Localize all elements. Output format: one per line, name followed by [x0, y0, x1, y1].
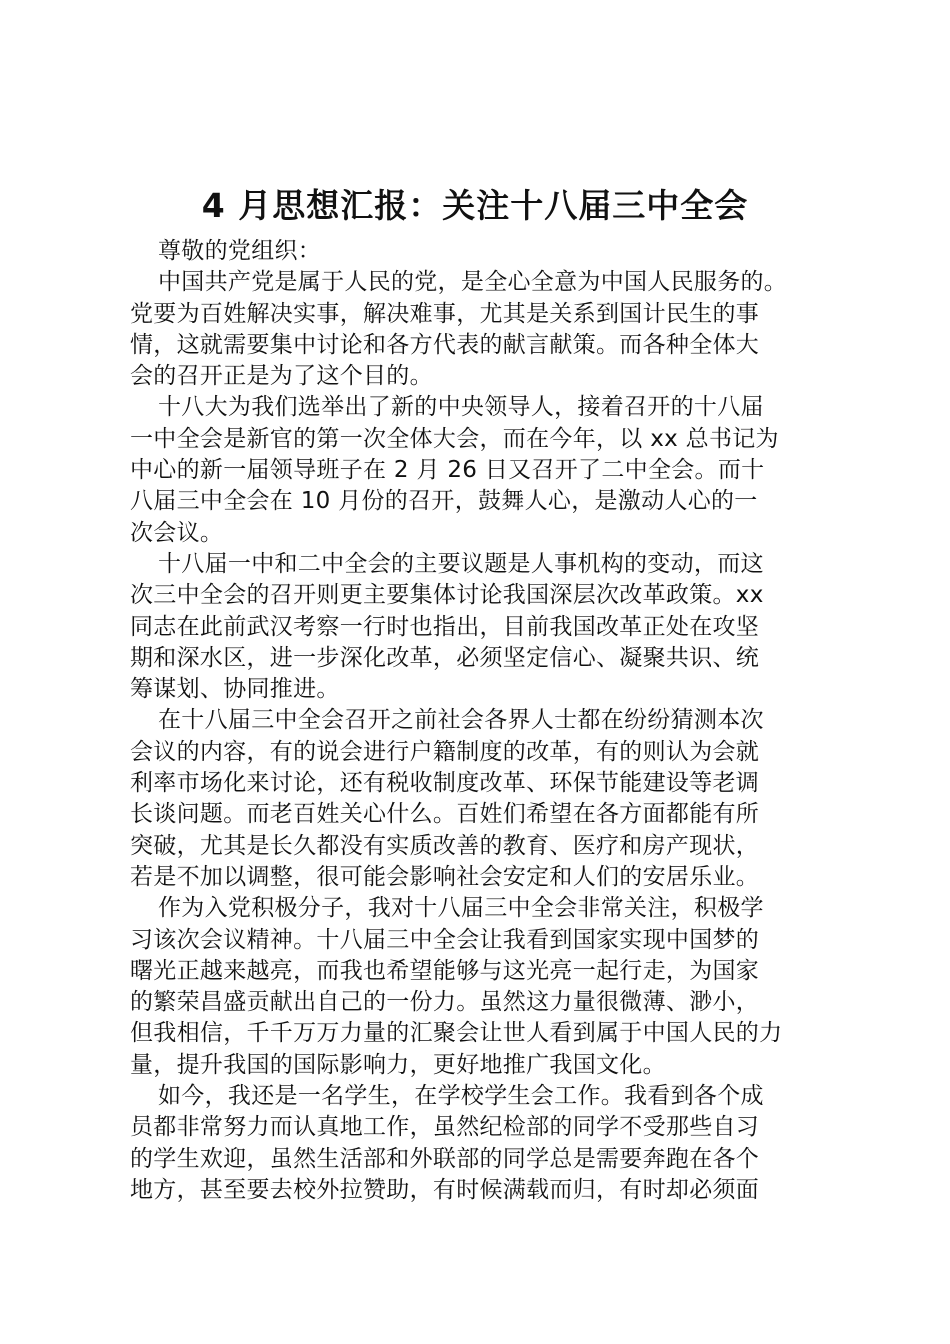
text-line: 同志在此前武汉考察一行时也指出，目前我国改革正处在攻坚 — [130, 613, 760, 640]
text-line: 如今，我还是一名学生，在学校学生会工作。我看到各个成 — [158, 1083, 764, 1110]
text-line: 在十八届三中全会召开之前社会各界人士都在纷纷猜测本次 — [158, 707, 764, 734]
text-line: 突破，尤其是长久都没有实质改善的教育、医疗和房产现状， — [130, 832, 760, 859]
text-line: 党要为百姓解决实事，解决难事，尤其是关系到国计民生的事 — [130, 300, 760, 327]
text-line: 筹谋划、协同推进。 — [130, 676, 340, 703]
text-line: 次会议。 — [130, 519, 224, 546]
text-line: 曙光正越来越亮，而我也希望能够与这光亮一起行走，为国家 — [130, 957, 760, 984]
text-line: 十八届一中和二中全会的主要议题是人事机构的变动，而这 — [158, 550, 764, 577]
text-line: 尊敬的党组织： — [158, 238, 322, 264]
text-line: 习该次会议精神。十八届三中全会让我看到国家实现中国梦的 — [130, 926, 760, 953]
text-line: 地方，甚至要去校外拉赞助，有时候满载而归，有时却必须面 — [130, 1176, 760, 1203]
text-line: 员都非常努力而认真地工作，虽然纪检部的同学不受那些自习 — [130, 1114, 760, 1141]
text-line: 一中全会是新官的第一次全体大会，而在今年，以 xx 总书记为 — [130, 425, 779, 452]
text-line: 作为入党积极分子，我对十八届三中全会非常关注，积极学 — [158, 895, 764, 922]
text-line: 十八大为我们选举出了新的中央领导人，接着召开的十八届 — [158, 394, 764, 421]
text-line: 的学生欢迎，虽然生活部和外联部的同学总是需要奔跑在各个 — [130, 1145, 760, 1172]
text-line: 八届三中全会在 10 月份的召开，鼓舞人心，是激动人心的一 — [130, 488, 758, 515]
text-line: 的繁荣昌盛贡献出自己的一份力。虽然这力量很微薄、渺小， — [130, 989, 760, 1016]
text-line: 利率市场化来讨论，还有税收制度改革、环保节能建设等老调 — [130, 770, 760, 797]
text-line: 会议的内容，有的说会进行户籍制度的改革，有的则认为会就 — [130, 738, 760, 765]
text-line: 会的召开正是为了这个目的。 — [130, 363, 433, 390]
text-line: 期和深水区，进一步深化改革，必须坚定信心、凝聚共识、统 — [130, 644, 760, 671]
text-line: 中心的新一届领导班子在 2 月 26 日又召开了二中全会。而十 — [130, 457, 765, 484]
text-line: 但我相信，千千万万力量的汇聚会让世人看到属于中国人民的力 — [130, 1020, 783, 1047]
text-line: 中国共产党是属于人民的党，是全心全意为中国人民服务的。 — [158, 269, 788, 296]
text-line: 情，这就需要集中讨论和各方代表的献言献策。而各种全体大 — [130, 331, 760, 358]
text-line: 长谈问题。而老百姓关心什么。百姓们希望在各方面都能有所 — [130, 801, 760, 828]
text-line: 量，提升我国的国际影响力，更好地推广我国文化。 — [130, 1051, 666, 1078]
document-body — [130, 236, 830, 1206]
text-line: 若是不加以调整，很可能会影响社会安定和人们的安居乐业。 — [130, 863, 760, 890]
document-title: 4 月思想汇报：关注十八届三中全会 — [201, 186, 749, 225]
text-line: 次三中全会的召开则更主要集体讨论我国深层次改革政策。xx — [130, 582, 764, 609]
